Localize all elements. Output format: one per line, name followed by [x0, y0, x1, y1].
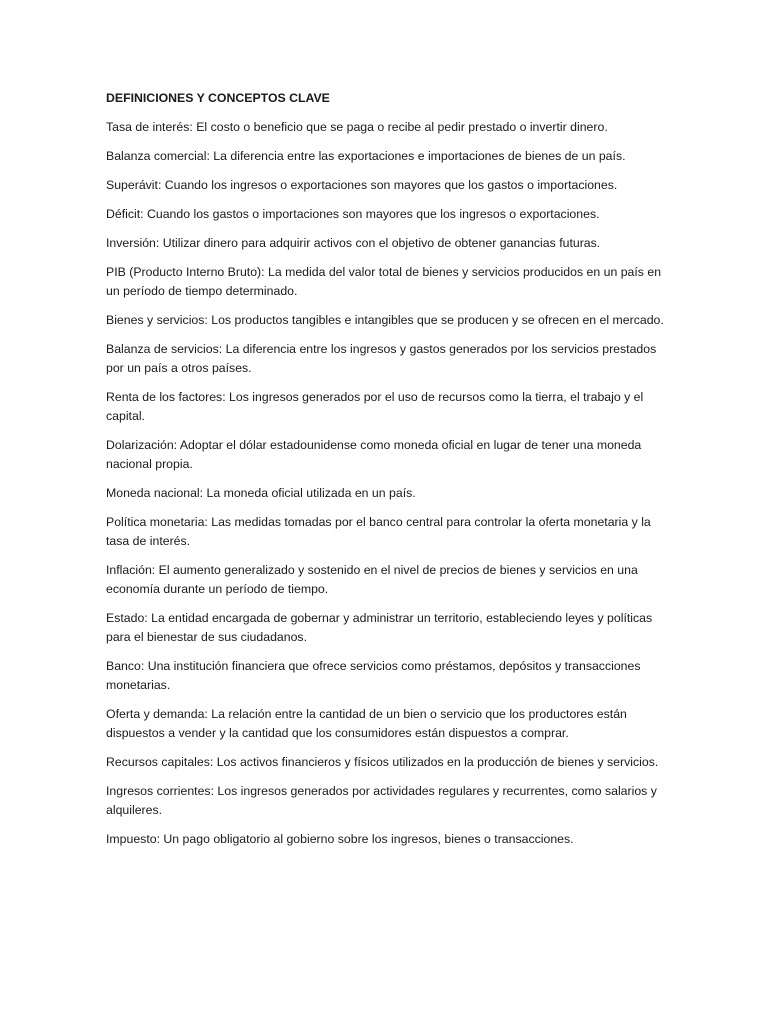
definition-entry: Superávit: Cuando los ingresos o exportaciones son mayores que los gastos o importaciones. [106, 178, 618, 192]
definition-entry: Bienes y servicios: Los productos tangibles e intangibles que se producen y se ofrecen en el mercado. [106, 313, 664, 327]
definition-entry: PIB (Producto Interno Bruto): La medida del valor total de bienes y servicios producidos en un país en un período de tiempo determinado. [106, 265, 662, 298]
definition-entry: Política monetaria: Las medidas tomadas por el banco central para controlar la oferta monetaria y la tasa de interés. [106, 515, 651, 548]
definition-entry: Inflación: El aumento generalizado y sostenido en el nivel de precios de bienes y servicios en una economía durante un período de tiempo. [106, 563, 638, 596]
definition-entry: Estado: La entidad encargada de gobernar y administrar un territorio, estableciendo leyes y políticas para el bienestar de sus ciudadanos. [106, 611, 653, 644]
definition-entry: Tasa de interés: El costo o beneficio que se paga o recibe al pedir prestado o invertir dinero. [106, 120, 608, 134]
definition-entry: Banco: Una institución financiera que ofrece servicios como préstamos, depósitos y transacciones monetarias. [106, 659, 641, 692]
definition-entry: Impuesto: Un pago obligatorio al gobierno sobre los ingresos, bienes o transacciones. [106, 832, 574, 846]
definition-entry: Recursos capitales: Los activos financieros y físicos utilizados en la producción de bienes y servicios. [106, 755, 659, 769]
definition-entry: Oferta y demanda: La relación entre la cantidad de un bien o servicio que los productores están dispuestos a vender y la cantidad que los consumidores están dispuestos a comprar. [106, 707, 627, 740]
document-title: DEFINICIONES Y CONCEPTOS CLAVE [106, 91, 330, 105]
definition-entry: Ingresos corrientes: Los ingresos generados por actividades regulares y recurrentes, como salarios y alquileres. [106, 784, 657, 817]
document-page [106, 89, 666, 859]
definition-entry: Inversión: Utilizar dinero para adquirir activos con el objetivo de obtener ganancias futuras. [106, 236, 601, 250]
definition-entry: Déficit: Cuando los gastos o importaciones son mayores que los ingresos o exportaciones. [106, 207, 600, 221]
definition-entry: Balanza de servicios: La diferencia entre los ingresos y gastos generados por los servicios prestados por un país a otros países. [106, 342, 657, 375]
definition-entry: Balanza comercial: La diferencia entre las exportaciones e importaciones de bienes de un país. [106, 149, 626, 163]
definition-entry: Renta de los factores: Los ingresos generados por el uso de recursos como la tierra, el trabajo y el capital. [106, 390, 644, 423]
definition-entry: Moneda nacional: La moneda oficial utilizada en un país. [106, 486, 416, 500]
definition-entry: Dolarización: Adoptar el dólar estadounidense como moneda oficial en lugar de tener una moneda nacional propia. [106, 438, 642, 471]
